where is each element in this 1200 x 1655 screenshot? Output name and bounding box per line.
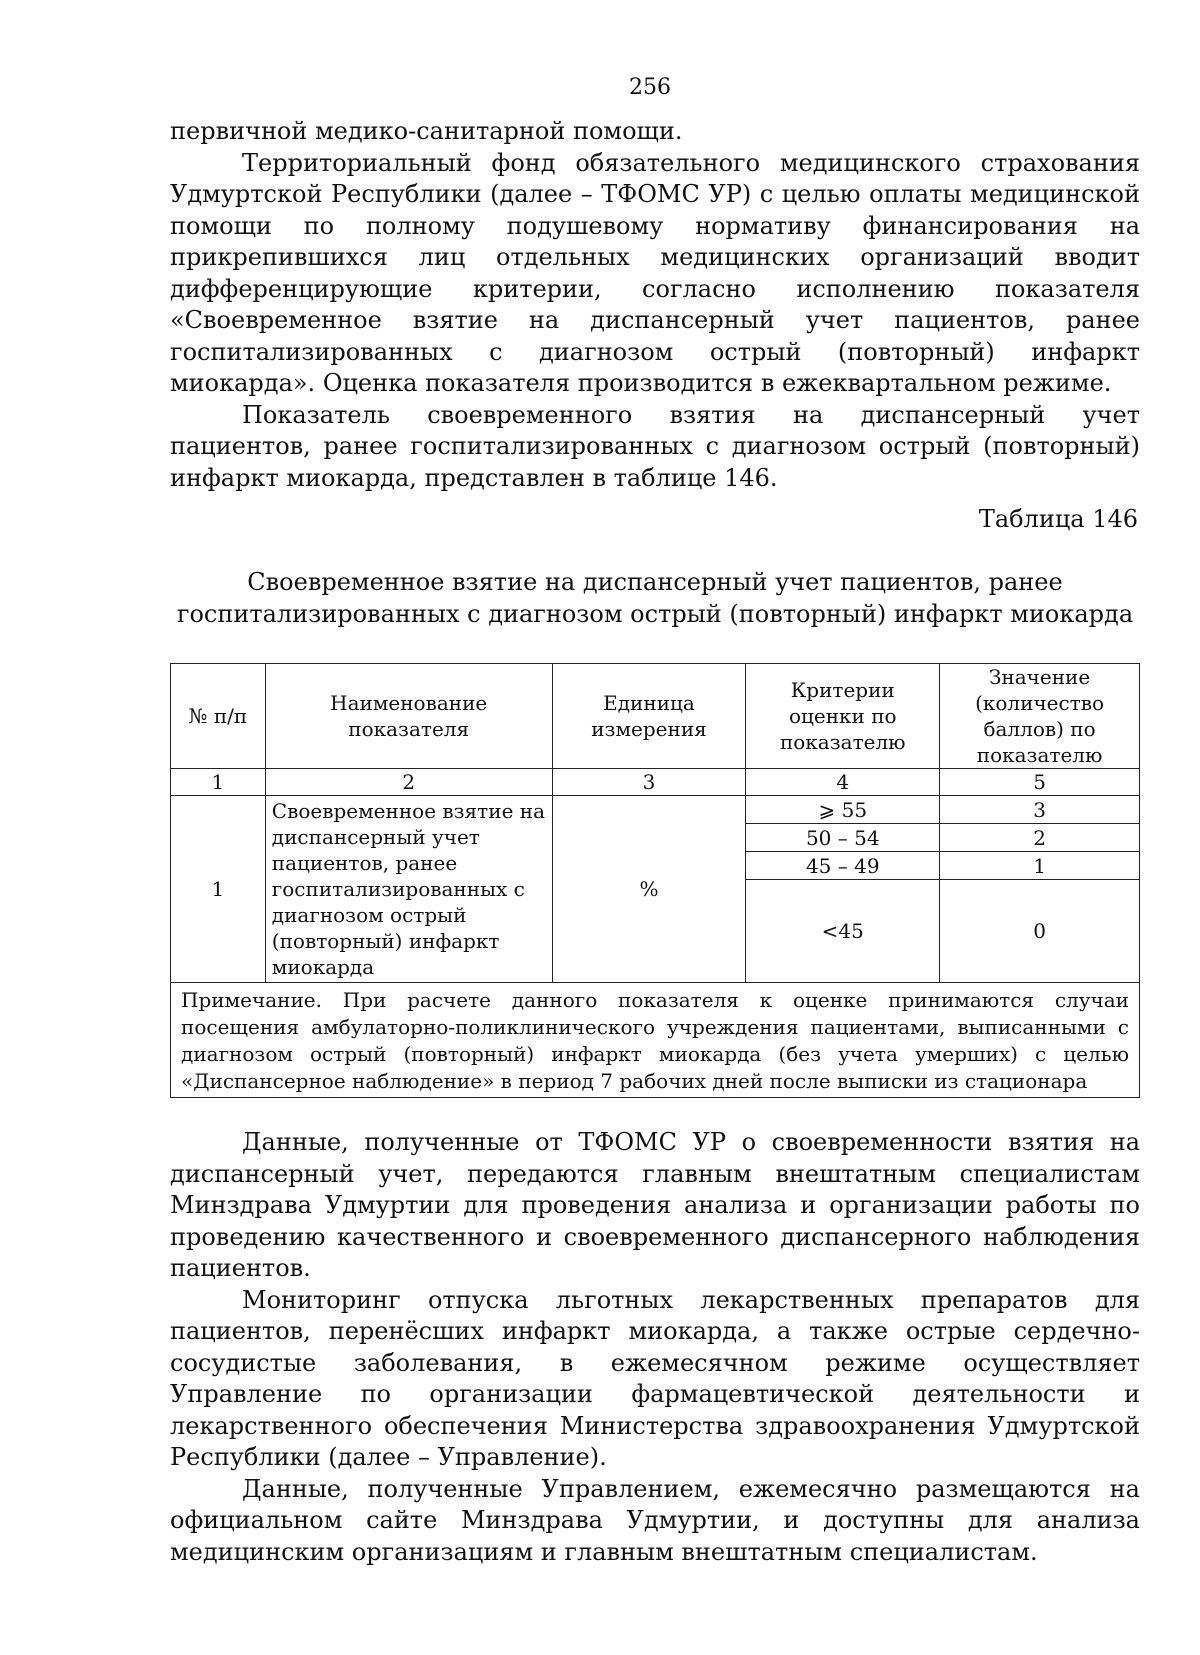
- paragraph: первичной медико-санитарной помощи.: [170, 117, 683, 145]
- column-number: 5: [940, 769, 1140, 796]
- indicator-table: [170, 663, 1140, 1098]
- score-cell: 0: [940, 880, 1140, 983]
- page-number: 256: [629, 75, 671, 100]
- column-number: 4: [746, 769, 940, 796]
- header-row: [171, 664, 1140, 769]
- paragraph: Мониторинг отпуска льготных лекарственных препаратов для пациентов, перенёсших инфаркт миокарда, а также острые сердечно-сосудистые заболевания, в ежемесячном режиме осуществляет Управление по организации фармацевтической деятельности и лекарственного обеспечения Министерства здравоохранения Удмуртской Республики (далее – Управление).: [170, 1285, 1140, 1471]
- unit-cell: %: [552, 796, 746, 983]
- header-cell: Единица измерения: [552, 664, 746, 769]
- table-label: Таблица 146: [978, 505, 1138, 533]
- top-text: [170, 116, 1140, 494]
- score-cell: 2: [940, 824, 1140, 852]
- column-number: 3: [552, 769, 746, 796]
- header-cell: Значение (количество баллов) по показателю: [940, 664, 1140, 769]
- criterion-cell: <45: [746, 880, 940, 983]
- bottom-text: [170, 1127, 1140, 1568]
- criterion-cell: 50 – 54: [746, 824, 940, 852]
- criterion-cell: 45 – 49: [746, 852, 940, 880]
- score-cell: 1: [940, 852, 1140, 880]
- header-cell: Наименование показателя: [265, 664, 552, 769]
- table-row: [171, 796, 1140, 824]
- paragraph: Показатель своевременного взятия на диспансерный учет пациентов, ранее госпитализированных с диагнозом острый (повторный) инфаркт миокарда, представлен в таблице 146.: [170, 400, 1140, 492]
- note-row: [171, 983, 1140, 1098]
- column-number-row: [171, 769, 1140, 796]
- paragraph: Данные, полученные Управлением, ежемесячно размещаются на официальном сайте Минздрава Удмуртии, и доступны для анализа медицинским организациям и главным внештатным специалистам.: [170, 1474, 1140, 1566]
- criterion-cell: ⩾ 55: [746, 796, 940, 824]
- table-note: Примечание. При расчете данного показателя к оценке принимаются случаи посещения амбулаторно-поликлинического учреждения пациентами, выписанными с диагнозом острый (повторный) инфаркт миокарда (без учета умерших) с целью «Диспансерное наблюдение» в период 7 рабочих дней после выписки из стационара: [171, 983, 1140, 1098]
- paragraph: Данные, полученные от ТФОМС УР о своевременности взятия на диспансерный учет, передаются главным внештатным специалистам Минздрава Удмуртии для проведения анализа и организации работы по проведению качественного и своевременного диспансерного наблюдения пациентов.: [170, 1128, 1140, 1282]
- paragraph: Территориальный фонд обязательного медицинского страхования Удмуртской Республики (далее – ТФОМС УР) с целью оплаты медицинской помощи по полному подушевому нормативу финансирования на прикрепившихся лиц отдельных медицинских организаций вводит дифференцирующие критерии, согласно исполнению показателя «Своевременное взятие на диспансерный учет пациентов, ранее госпитализированных с диагнозом острый (повторный) инфаркт миокарда». Оценка показателя производится в ежеквартальном режиме.: [170, 148, 1140, 397]
- column-number: 1: [171, 769, 266, 796]
- header-cell: Критерии оценки по показателю: [746, 664, 940, 769]
- header-cell: № п/п: [171, 664, 266, 769]
- column-number: 2: [265, 769, 552, 796]
- table-title: Своевременное взятие на диспансерный учет пациентов, ранее госпитализированных с диагнозом острый (повторный) инфаркт миокарда: [176, 568, 1134, 628]
- score-cell: 3: [940, 796, 1140, 824]
- row-number: 1: [171, 796, 266, 983]
- indicator-name: Своевременное взятие на диспансерный учет пациентов, ранее госпитализированных с диагнозом острый (повторный) инфаркт миокарда: [265, 796, 552, 983]
